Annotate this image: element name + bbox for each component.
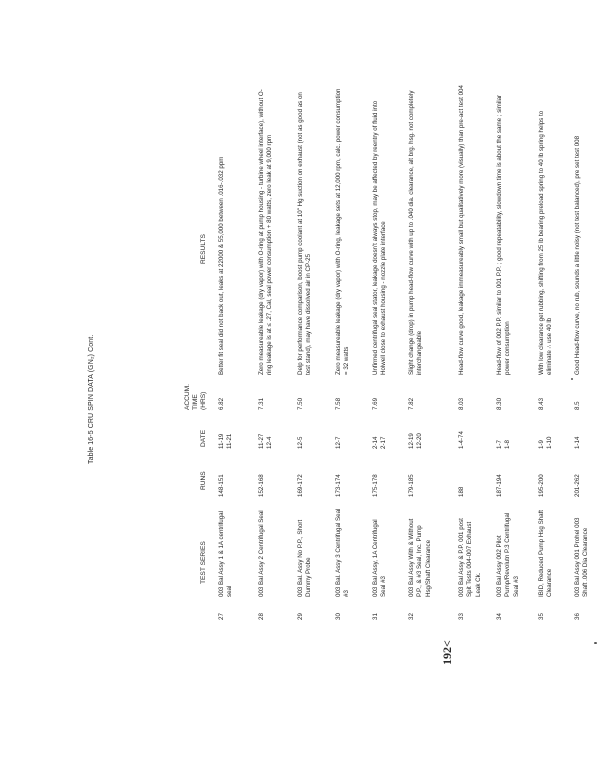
results-cell: Zero measureable leakage (dry vapor) with O-ring, leakage sets at 12,000 rpm, calc. power consumption = 32 watts — [335, 88, 351, 375]
date-cell: 1-14 — [574, 436, 581, 449]
header-results: RESULTS — [200, 234, 207, 264]
runs-cell: 188 — [458, 486, 465, 497]
scan-speck — [594, 642, 597, 644]
row-number: 31 — [372, 613, 379, 620]
row-number: 33 — [458, 613, 465, 620]
header-date: DATE — [200, 429, 207, 447]
results-cell: Delp for performance comparison, boost pump coolant at 10" Hg suction on exhaust (not as good as on test stand), may have dissolved air in CP-25 — [297, 92, 313, 375]
header-test-series: TEST SERIES — [200, 541, 207, 584]
row-number: 34 — [496, 613, 503, 620]
runs-cell: 152-168 — [258, 474, 265, 497]
row-number: 35 — [538, 613, 545, 620]
runs-cell: 175-178 — [372, 474, 379, 497]
accum-time-cell: 7.50 — [297, 397, 304, 410]
runs-cell: 195-200 — [538, 474, 545, 497]
runs-cell: 169-172 — [297, 474, 304, 497]
date-cell: 1-4-74 — [458, 431, 465, 449]
results-cell: Slight change (drop) in pump head-flow curve with up to .040 dia. clearance, alt brg. hsg. not completely interchangeable — [408, 90, 424, 375]
results-cell: Better fit seal did not back out, leaks at 22000 & 55,000 between .016-.032 ppm — [218, 156, 225, 375]
runs-cell: 179-185 — [408, 474, 415, 497]
accum-time-cell: 8.5 — [574, 401, 581, 410]
accum-time-cell: 6.82 — [218, 397, 225, 410]
results-cell: With low clearance get rubbing, shifting from 25 lb bearing preload spring to 40 lb spring helps to eliminate ∴ use 40 lb — [538, 110, 554, 375]
row-number: 27 — [218, 613, 225, 620]
date-cell: 1-9 1-10 — [538, 436, 554, 449]
runs-cell: 148-151 — [218, 474, 225, 497]
date-cell: 12-5 — [297, 436, 304, 449]
test-series-cell: 003 Bal. Assy No P.P., Short Dummy Probe — [297, 519, 313, 597]
results-cell: Zero measureable leakage (dry vapor) with O-ring at pump housing - turbine wheel interface), without O-ring leakage is at ≤ .27, Cal, seal power consumption + 80 watts, zero leak at 9,000 rpm — [258, 89, 274, 375]
page-number: 192< — [440, 640, 454, 665]
test-series-cell: 003 Bal Assy 002 Pilot Pump/Revolutn P.3 Centrifugal Seal #3 — [496, 512, 520, 597]
scan-speck — [571, 378, 573, 380]
results-cell: Head-flow of 002 P.P. similar to 001 P.P. ; good repeatability, slowdown time is about the same ; similar power consumption — [496, 94, 512, 375]
accum-time-cell: 7.82 — [408, 397, 415, 410]
row-number: 30 — [335, 613, 342, 620]
runs-cell: 187-194 — [496, 474, 503, 497]
header-time: ACCUM. TIME (HRS) — [184, 383, 207, 410]
runs-cell: 173-174 — [335, 474, 342, 497]
test-series-cell: 003 Bal Assy, 1A Centrifugal Seal #3 — [372, 519, 388, 597]
row-number: 28 — [258, 613, 265, 620]
date-cell: 2-14 2-17 — [372, 436, 388, 449]
test-series-cell: 003 Bal Assy 2 Centrifugal Seal — [258, 510, 265, 597]
row-number: 36 — [574, 613, 581, 620]
test-series-cell: 003 Bal Assy 001 Prohel 003 Shaft .006 Dia Clearance — [574, 517, 590, 597]
accum-time-cell: 7.31 — [258, 397, 265, 410]
date-cell: 11-19 11-21 — [218, 433, 234, 449]
results-cell: Unfirmed centrifugal seal stator, leakage doesn't always stop, may be affected by reentry of fluid into Holwell close to exhaust housing - nozzle plate interface — [372, 100, 388, 375]
accum-time-cell: 8.30 — [496, 397, 503, 410]
date-cell: 12-7 — [335, 436, 342, 449]
accum-time-cell: 8.43 — [538, 397, 545, 410]
date-cell: 1-7 1-8 — [496, 440, 512, 449]
table-row — [574, 0, 612, 780]
row-number: 29 — [297, 613, 304, 620]
test-series-cell: 003 Bal Assy 1 & 1A centrifugal seal — [218, 511, 234, 597]
table-title: Table 16-5 CRU SPIN DATA (GN₂) Cont. — [88, 334, 95, 464]
runs-cell: 201-262 — [574, 474, 581, 497]
test-series-cell: 003 Bal. Assy 3 Centrifugal Seal #3 — [335, 508, 351, 597]
test-series-cell: 003 Bal Assy & P.P. 001 post Spit Tests 004-007 Exhaust Leak Ck. — [458, 518, 482, 597]
date-cell: 11-27 12-4 — [258, 433, 274, 449]
test-series-cell: 003 Bal Assy With & Without P.P., & #3 Seal, Inc. Pump Hsg/Shaft Clearance — [408, 518, 432, 597]
results-cell: Good Head-flow curve, no rub, sounds a little noisy (not test balanced), pre set test 008 — [574, 135, 581, 375]
results-cell: Head-flow curve good, leakage immeasureably small but qualitatively more (visually) than pre-act test 004 — [458, 85, 465, 375]
test-series-cell: IBID, Reduced Pump Hsg Shaft Clearance — [538, 509, 554, 597]
date-cell: 12-19 12-20 — [408, 433, 424, 449]
header-runs: RUNS — [200, 471, 207, 490]
accum-time-cell: 7.58 — [335, 397, 342, 410]
row-number: 32 — [408, 613, 415, 620]
accum-time-cell: 7.69 — [372, 397, 379, 410]
accum-time-cell: 8.03 — [458, 397, 465, 410]
